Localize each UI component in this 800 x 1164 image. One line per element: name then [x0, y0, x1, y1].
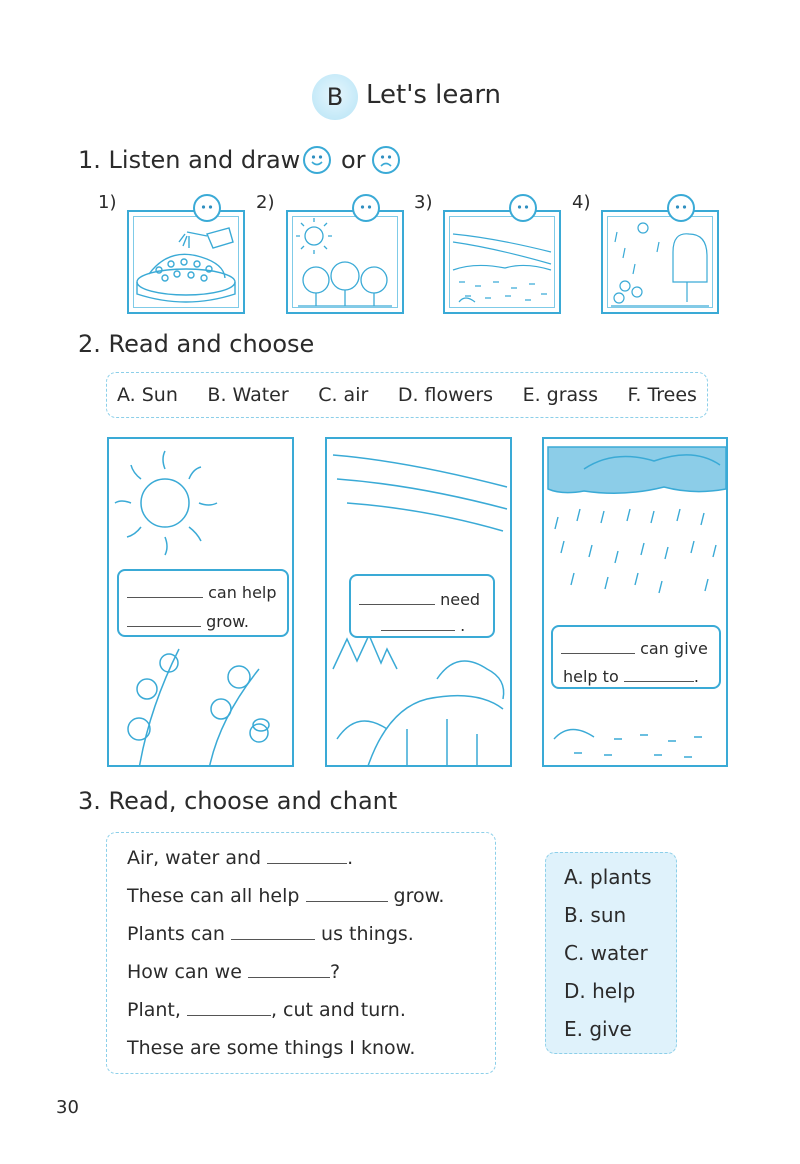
bubble3-text-2: help to	[563, 667, 619, 686]
sad-face-icon	[372, 146, 400, 174]
blank-3b[interactable]	[624, 667, 694, 682]
panel-sun	[107, 437, 294, 767]
blank-2b[interactable]	[381, 616, 455, 631]
chant-line-3: Plants can us things.	[127, 923, 414, 945]
option-e-grass: E. grass	[522, 384, 598, 406]
speech-bubble-1	[117, 569, 289, 637]
option-c-air: C. air	[318, 384, 369, 406]
chant-blank-2[interactable]	[306, 887, 388, 902]
sun-trees-image	[288, 212, 402, 312]
option-a-sun: A. Sun	[117, 384, 178, 406]
answer-face-2[interactable]	[352, 194, 380, 222]
bubble3-text-1: can give	[640, 639, 708, 658]
chant-option-d: D. help	[564, 979, 636, 1003]
chant-line-1: Air, water and .	[127, 847, 354, 869]
option-d-flowers: D. flowers	[397, 384, 494, 406]
chant-blank-1[interactable]	[267, 849, 347, 864]
item-1-number: 1)	[98, 192, 117, 213]
blank-1b[interactable]	[127, 612, 201, 627]
picture-windy-grass	[443, 210, 561, 314]
chant-option-b: B. sun	[564, 903, 627, 927]
item-4-number: 4)	[572, 192, 591, 213]
word-options-box	[106, 372, 708, 418]
rain-flowers-image	[603, 212, 717, 312]
chant-option-e: E. give	[564, 1017, 632, 1041]
bubble2-text-1: need	[440, 590, 481, 609]
picture-sun-trees	[286, 210, 404, 314]
page-title: Let's learn	[366, 80, 502, 110]
chant-line-2: These can all help grow.	[127, 885, 445, 907]
chant-blank-3[interactable]	[231, 925, 315, 940]
option-f-trees: F. Trees	[627, 384, 697, 406]
wind-grass-image	[445, 212, 559, 312]
blank-2a[interactable]	[359, 590, 435, 605]
chant-line-4: How can we ?	[127, 961, 341, 983]
bubble1-text-1: can help	[208, 583, 277, 602]
speech-bubble-3	[551, 625, 721, 689]
page-number: 30	[56, 1097, 79, 1118]
picture-rain-flowers	[601, 210, 719, 314]
blank-3a[interactable]	[561, 639, 635, 654]
or-word: or	[341, 146, 366, 174]
smile-face-icon	[303, 146, 331, 174]
bubble1-text-2: grow.	[206, 612, 249, 631]
bubble3-text-3: .	[693, 667, 699, 686]
section-badge-letter: B	[326, 83, 344, 111]
chant-option-a: A. plants	[564, 865, 652, 889]
section2-title: 2. Read and choose	[78, 330, 315, 358]
option-b-water: B. Water	[207, 384, 289, 406]
chant-options-box	[545, 852, 677, 1054]
section-badge	[312, 74, 358, 120]
answer-face-3[interactable]	[509, 194, 537, 222]
chant-option-c: C. water	[564, 941, 648, 965]
watering-can-image	[129, 212, 243, 312]
rain-clouds-image	[544, 439, 728, 767]
chant-blank-4[interactable]	[248, 963, 330, 978]
section1-title: 1. Listen and draw	[78, 146, 301, 174]
panel-air	[325, 437, 512, 767]
answer-face-1[interactable]	[193, 194, 221, 222]
section3-title: 3. Read, choose and chant	[78, 787, 398, 815]
item-2-number: 2)	[256, 192, 275, 213]
chant-line-5: Plant, , cut and turn.	[127, 999, 406, 1021]
item-3-number: 3)	[414, 192, 433, 213]
bubble2-text-2: .	[460, 616, 466, 635]
chant-blank-5[interactable]	[187, 1001, 271, 1016]
picture-flowers-watered	[127, 210, 245, 314]
blank-1a[interactable]	[127, 583, 203, 598]
chant-line-6: These are some things I know.	[127, 1037, 416, 1059]
speech-bubble-2	[349, 574, 495, 638]
chant-box	[106, 832, 496, 1074]
answer-face-4[interactable]	[667, 194, 695, 222]
panel-water	[542, 437, 728, 767]
